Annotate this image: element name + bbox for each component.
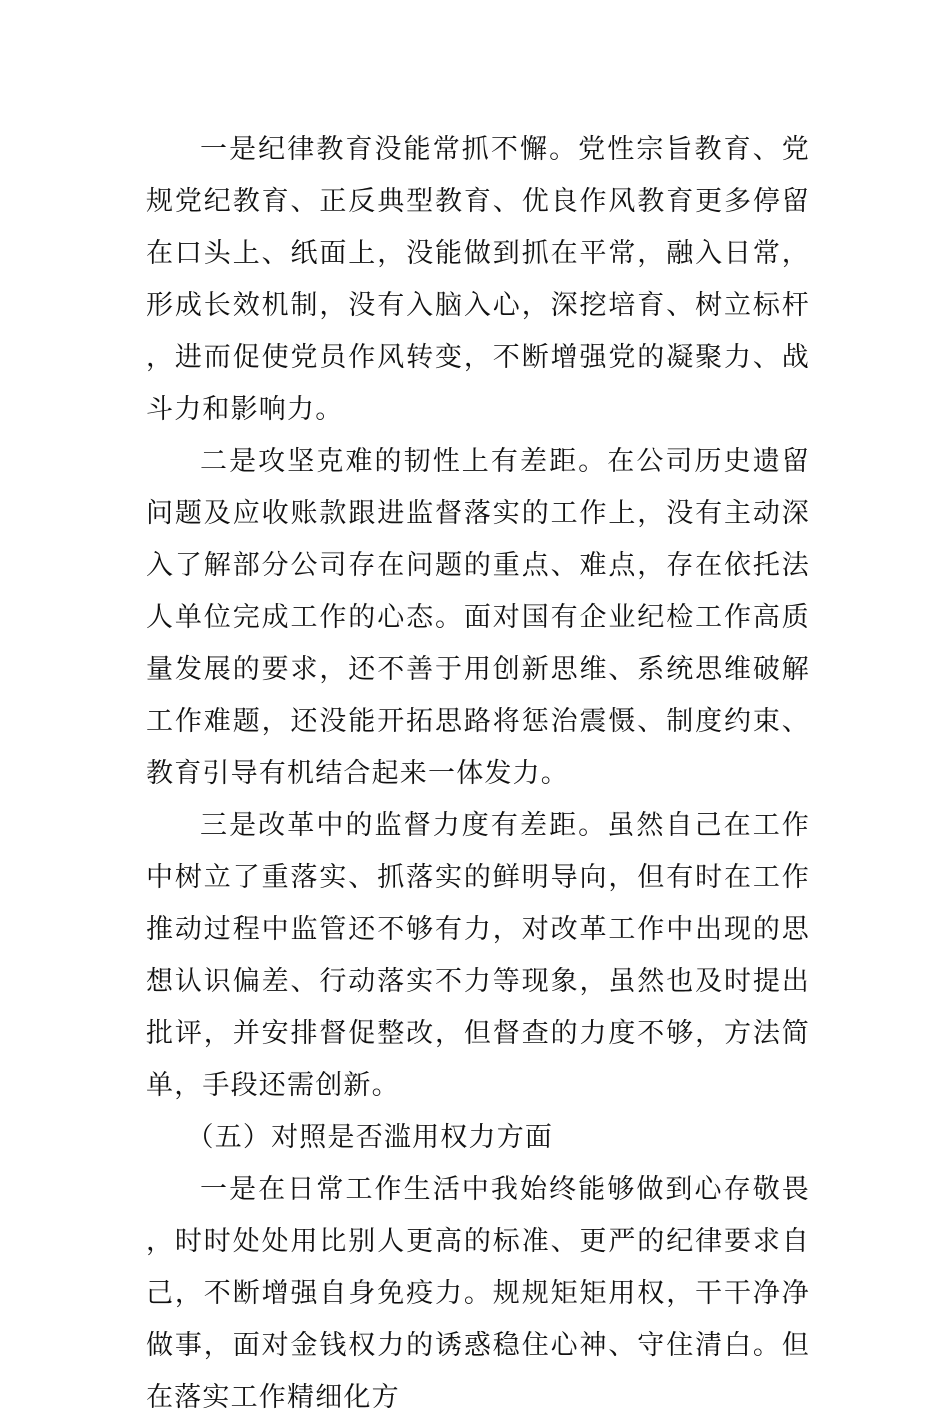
paragraph-reform-supervision: 三是改革中的监督力度有差距。虽然自己在工作中树立了重落实、抓落实的鲜明导向，但有时在工作推动过程中监管还不够有力，对改革工作中出现的思想认识偏差、行动落实不力等现象，虽然也及时提出批评，并安排督促整改，但督查的力度不够，方法简单，手段还需创新。	[146, 810, 810, 1101]
paragraph-discipline-education: 一是纪律教育没能常抓不懈。党性宗旨教育、党规党纪教育、正反典型教育、优良作风教育更多停留在口头上、纸面上，没能做到抓在平常，融入日常，形成长效机制，没有入脑入心，深挖培育、树立标杆，进而促使党员作风转变，不断增强党的凝聚力、战斗力和影响力。	[146, 134, 810, 425]
paragraph-power-usage: 一是在日常工作生活中我始终能够做到心存敬畏，时时处处用比别人更高的标准、更严的纪律要求自己，不断增强自身免疫力。规规矩矩用权，干干净净做事，面对金钱权力的诱惑稳住心神、守住清白。但在落实工作精细化方	[146, 1174, 810, 1413]
paragraph-tackling-difficulties: 二是攻坚克难的韧性上有差距。在公司历史遗留问题及应收账款跟进监督落实的工作上，没有主动深入了解部分公司存在问题的重点、难点，存在依托法人单位完成工作的心态。面对国有企业纪检工作高质量发展的要求，还不善于用创新思维、系统思维破解工作难题，还没能开拓思路将惩治震慑、制度约束、教育引导有机结合起来一体发力。	[146, 446, 810, 789]
section-heading: （五）对照是否滥用权力方面	[186, 1122, 554, 1153]
document-body	[146, 124, 810, 1424]
